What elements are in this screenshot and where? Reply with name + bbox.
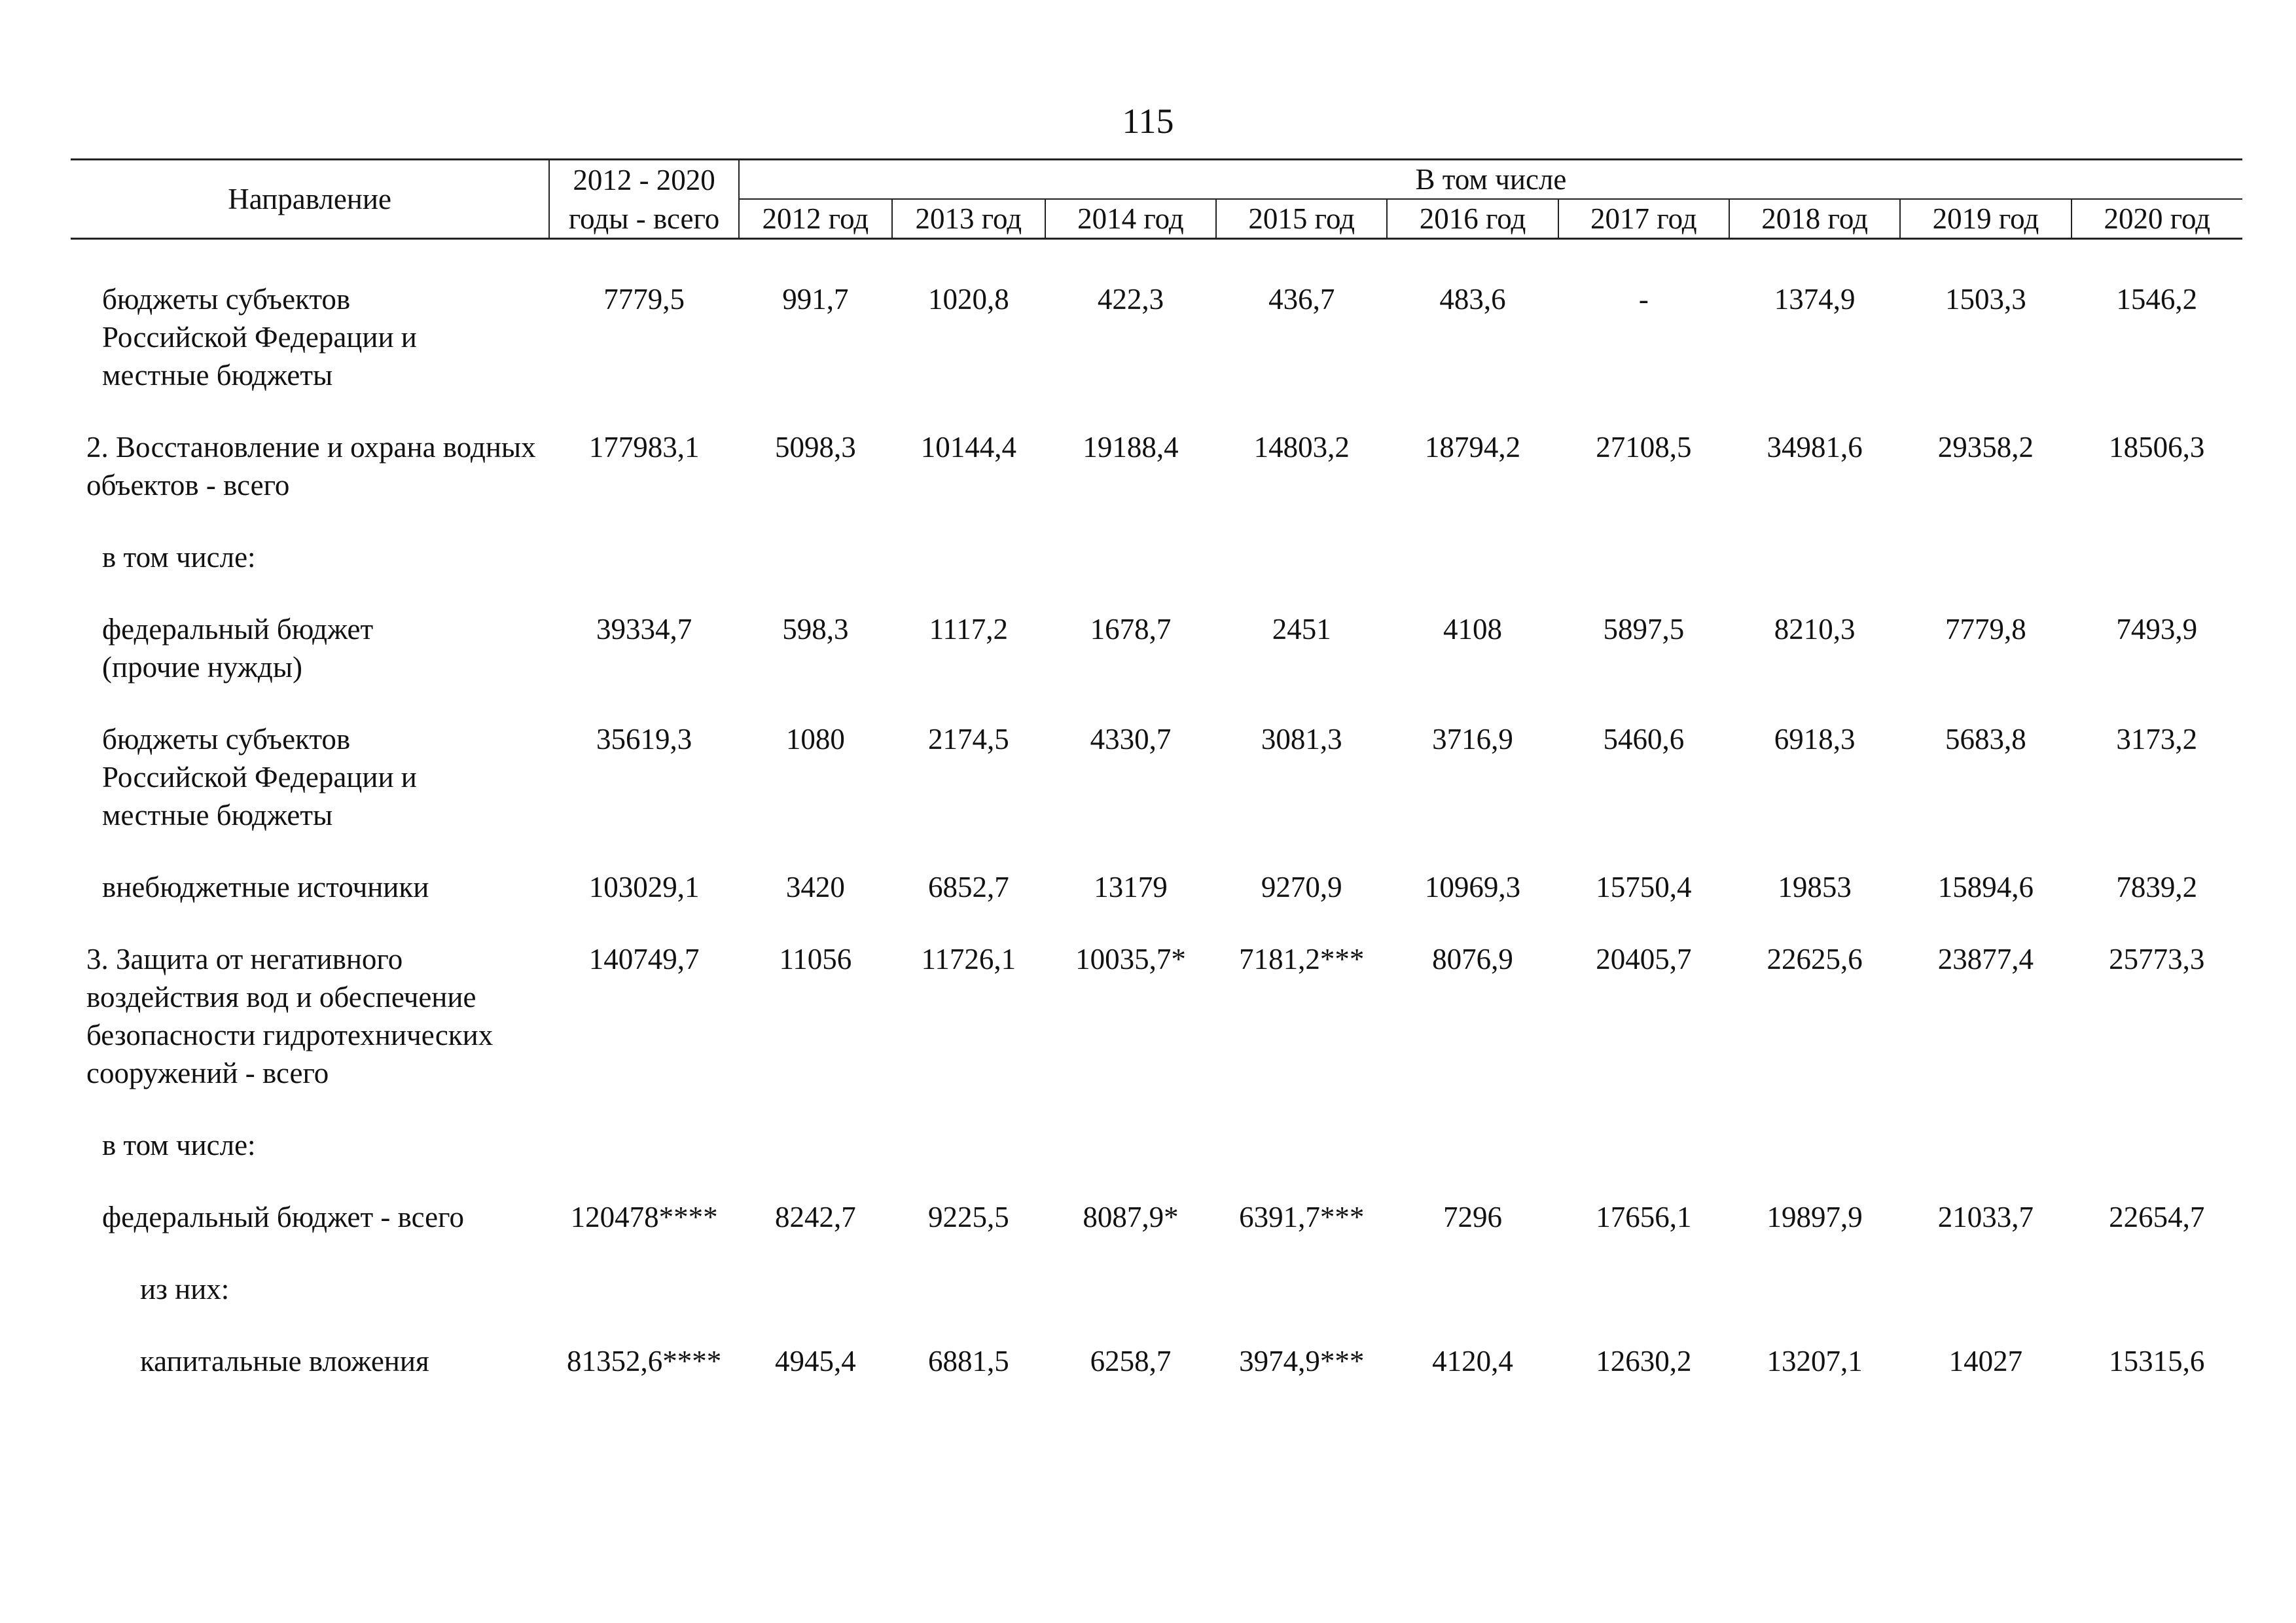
header-total-line1: 2012 - 2020	[549, 160, 739, 200]
row-year-value: 7296	[1443, 1201, 1503, 1233]
row-year-value	[739, 1126, 892, 1164]
row-year-value: 7493,9	[2116, 613, 2198, 646]
row-year-value: 3173,2	[2116, 723, 2198, 756]
row-year-value: 34981,6	[1767, 431, 1863, 464]
row-year-value: 8242,7	[774, 1201, 856, 1233]
row-gap-cell	[71, 834, 2242, 868]
row-year-value	[892, 1270, 1045, 1308]
row-gap	[71, 394, 2242, 428]
row-gap	[71, 504, 2242, 538]
table-row	[71, 1270, 2242, 1308]
header-direction: Направление	[71, 160, 549, 239]
row-label-text: капитальные вложения	[140, 1345, 429, 1377]
row-year-value: 19853	[1778, 871, 1852, 903]
row-year-value	[1558, 1126, 1729, 1164]
row-gap	[71, 1092, 2242, 1126]
row-year-value: 1503,3	[1945, 283, 2026, 316]
row-label-text: федеральный бюджет (прочие нужды)	[102, 613, 374, 684]
row-year-value	[1216, 1270, 1387, 1308]
row-gap-cell	[71, 576, 2242, 610]
row-year-value: 13207,1	[1767, 1345, 1863, 1377]
row-year-value	[1387, 538, 1558, 576]
row-year-value: 7181,2***	[1239, 943, 1365, 976]
row-year-value: 22625,6	[1767, 943, 1863, 976]
row-year-value: -	[1638, 283, 1649, 316]
table-row	[71, 940, 2242, 1092]
row-year-value	[739, 538, 892, 576]
row-year-value	[1900, 1126, 2071, 1164]
row-year-value: 25773,3	[2109, 943, 2205, 976]
header-year: 2018 год	[1729, 199, 1900, 239]
row-year-value: 4330,7	[1090, 723, 1172, 756]
row-label-text: внебюджетные источники	[102, 871, 429, 903]
row-year-value: 4120,4	[1432, 1345, 1513, 1377]
row-gap-cell	[71, 906, 2242, 940]
row-label	[71, 538, 549, 576]
page-number: 115	[1122, 101, 1174, 141]
row-year-value: 991,7	[782, 283, 849, 316]
row-label	[71, 1342, 549, 1380]
header-year: 2019 год	[1900, 199, 2071, 239]
row-year-value: 4945,4	[774, 1345, 856, 1377]
row-gap	[71, 1164, 2242, 1198]
table-row	[71, 1126, 2242, 1164]
row-year-value: 1374,9	[1774, 283, 1856, 316]
row-year-value	[2072, 538, 2242, 576]
row-total: 140749,7	[588, 943, 700, 976]
row-gap	[71, 906, 2242, 940]
row-year-value: 1678,7	[1090, 613, 1172, 646]
row-year-value: 436,7	[1268, 283, 1335, 316]
row-label	[71, 1270, 549, 1308]
table-body	[71, 239, 2242, 1381]
row-year-value	[1045, 538, 1216, 576]
table-row	[71, 720, 2242, 834]
row-year-value: 5460,6	[1603, 723, 1685, 756]
header-including: В том числе	[739, 160, 2242, 200]
row-year-value: 598,3	[782, 613, 849, 646]
row-year-value: 6881,5	[927, 1345, 1009, 1377]
row-gap-cell	[71, 1092, 2242, 1126]
row-year-value: 18794,2	[1424, 431, 1521, 464]
row-label-text: бюджеты субъектов Российской Федерации и местные бюджеты	[102, 723, 417, 831]
row-year-value: 14027	[1948, 1345, 2023, 1377]
row-year-value: 4108	[1443, 613, 1503, 646]
row-year-value	[1387, 1270, 1558, 1308]
row-year-value: 10035,7*	[1075, 943, 1186, 976]
header-year: 2015 год	[1216, 199, 1387, 239]
row-gap-cell	[71, 1164, 2242, 1198]
row-year-value: 15894,6	[1937, 871, 2034, 903]
row-year-value: 6918,3	[1774, 723, 1856, 756]
row-year-value: 6391,7***	[1239, 1201, 1365, 1233]
row-label	[71, 1126, 549, 1164]
row-year-value	[2072, 1270, 2242, 1308]
row-year-value	[1558, 538, 1729, 576]
row-year-value: 8087,9*	[1083, 1201, 1179, 1233]
row-year-value: 20405,7	[1596, 943, 1692, 976]
row-label-text: 2. Восстановление и охрана водных объектов - всего	[86, 431, 536, 501]
row-year-value: 3420	[785, 871, 845, 903]
row-gap-cell	[71, 504, 2242, 538]
row-year-value	[892, 538, 1045, 576]
row-total	[549, 1126, 739, 1164]
table-row	[71, 1198, 2242, 1236]
header-year: 2013 год	[892, 199, 1045, 239]
row-year-value: 22654,7	[2109, 1201, 2205, 1233]
row-year-value: 15315,6	[2109, 1345, 2205, 1377]
row-label-text: в том числе:	[102, 541, 256, 574]
row-year-value: 11056	[779, 943, 852, 976]
row-year-value: 5897,5	[1603, 613, 1685, 646]
row-year-value: 1080	[785, 723, 845, 756]
row-year-value: 5098,3	[774, 431, 856, 464]
row-year-value: 8210,3	[1774, 613, 1856, 646]
row-year-value: 14803,2	[1253, 431, 1350, 464]
row-year-value: 10969,3	[1424, 871, 1521, 903]
row-label	[71, 1198, 549, 1236]
row-year-value: 3974,9***	[1239, 1345, 1365, 1377]
table-header	[71, 160, 2242, 239]
header-year: 2017 год	[1558, 199, 1729, 239]
row-year-value: 6258,7	[1090, 1345, 1172, 1377]
row-gap-cell	[71, 686, 2242, 720]
row-year-value: 483,6	[1439, 283, 1506, 316]
row-year-value: 23877,4	[1937, 943, 2034, 976]
row-year-value: 21033,7	[1937, 1201, 2034, 1233]
row-label	[71, 610, 549, 686]
row-label-text: федеральный бюджет - всего	[102, 1201, 464, 1233]
row-gap-cell	[71, 1308, 2242, 1342]
row-year-value: 10144,4	[920, 431, 1016, 464]
row-year-value: 9270,9	[1261, 871, 1342, 903]
row-year-value	[1729, 1270, 1900, 1308]
row-label	[71, 720, 549, 834]
row-year-value: 9225,5	[927, 1201, 1009, 1233]
row-year-value: 8076,9	[1432, 943, 1513, 976]
header-year: 2014 год	[1045, 199, 1216, 239]
row-year-value: 27108,5	[1596, 431, 1692, 464]
row-label	[71, 280, 549, 394]
row-total: 7779,5	[603, 283, 685, 316]
row-total	[549, 538, 739, 576]
row-year-value: 1117,2	[929, 613, 1009, 646]
row-gap	[71, 576, 2242, 610]
header-total-line2: годы - всего	[549, 199, 739, 239]
row-year-value: 1546,2	[2116, 283, 2198, 316]
row-year-value: 11726,1	[921, 943, 1016, 976]
row-year-value: 7839,2	[2116, 871, 2198, 903]
row-total: 177983,1	[588, 431, 700, 464]
table-row	[71, 538, 2242, 576]
row-total: 103029,1	[588, 871, 700, 903]
row-year-value: 422,3	[1097, 283, 1164, 316]
row-label	[71, 868, 549, 906]
table-row	[71, 868, 2242, 906]
row-gap	[71, 686, 2242, 720]
header-year: 2012 год	[739, 199, 892, 239]
row-year-value	[1216, 538, 1387, 576]
row-label	[71, 940, 549, 1092]
row-gap	[71, 1236, 2242, 1270]
row-gap-cell	[71, 394, 2242, 428]
table-row	[71, 428, 2242, 504]
row-year-value: 3716,9	[1432, 723, 1513, 756]
row-year-value	[1729, 1126, 1900, 1164]
header-year: 2020 год	[2072, 199, 2242, 239]
table-row	[71, 280, 2242, 394]
row-year-value	[1558, 1270, 1729, 1308]
row-year-value: 2451	[1272, 613, 1331, 646]
row-total: 39334,7	[596, 613, 692, 646]
row-year-value	[1387, 1126, 1558, 1164]
row-year-value: 19897,9	[1767, 1201, 1863, 1233]
row-total	[549, 1270, 739, 1308]
row-year-value	[1900, 538, 2071, 576]
row-year-value: 13179	[1094, 871, 1168, 903]
row-year-value: 2174,5	[927, 723, 1009, 756]
row-label-text: бюджеты субъектов Российской Федерации и местные бюджеты	[102, 283, 417, 392]
row-year-value: 3081,3	[1261, 723, 1342, 756]
table-row	[71, 610, 2242, 686]
row-label-text: 3. Защита от негативного воздействия вод и обеспечение безопасности гидротехнических сооружений - всего	[86, 943, 493, 1089]
row-year-value: 29358,2	[1937, 431, 2034, 464]
row-gap	[71, 834, 2242, 868]
row-year-value	[892, 1126, 1045, 1164]
row-year-value	[1045, 1270, 1216, 1308]
row-year-value: 6852,7	[927, 871, 1009, 903]
table-row	[71, 1342, 2242, 1380]
row-year-value	[1045, 1126, 1216, 1164]
row-gap	[71, 1308, 2242, 1342]
row-year-value	[1216, 1126, 1387, 1164]
row-year-value: 18506,3	[2109, 431, 2205, 464]
row-total: 81352,6****	[566, 1345, 722, 1377]
budget-table	[71, 158, 2242, 1380]
row-label-text: из них:	[140, 1273, 230, 1305]
row-label	[71, 428, 549, 504]
row-year-value	[1729, 538, 1900, 576]
row-total: 120478****	[570, 1201, 718, 1233]
row-year-value: 19188,4	[1083, 431, 1179, 464]
row-year-value: 7779,8	[1945, 613, 2026, 646]
row-year-value	[1900, 1270, 2071, 1308]
row-total: 35619,3	[596, 723, 692, 756]
row-year-value: 17656,1	[1596, 1201, 1692, 1233]
row-year-value: 12630,2	[1596, 1345, 1692, 1377]
row-year-value: 1020,8	[927, 283, 1009, 316]
row-label-text: в том числе:	[102, 1129, 256, 1161]
row-year-value: 5683,8	[1945, 723, 2026, 756]
row-gap-cell	[71, 1236, 2242, 1270]
row-year-value	[2072, 1126, 2242, 1164]
header-year: 2016 год	[1387, 199, 1558, 239]
row-year-value	[739, 1270, 892, 1308]
row-year-value: 15750,4	[1596, 871, 1692, 903]
budget-table-container	[71, 158, 2242, 1380]
